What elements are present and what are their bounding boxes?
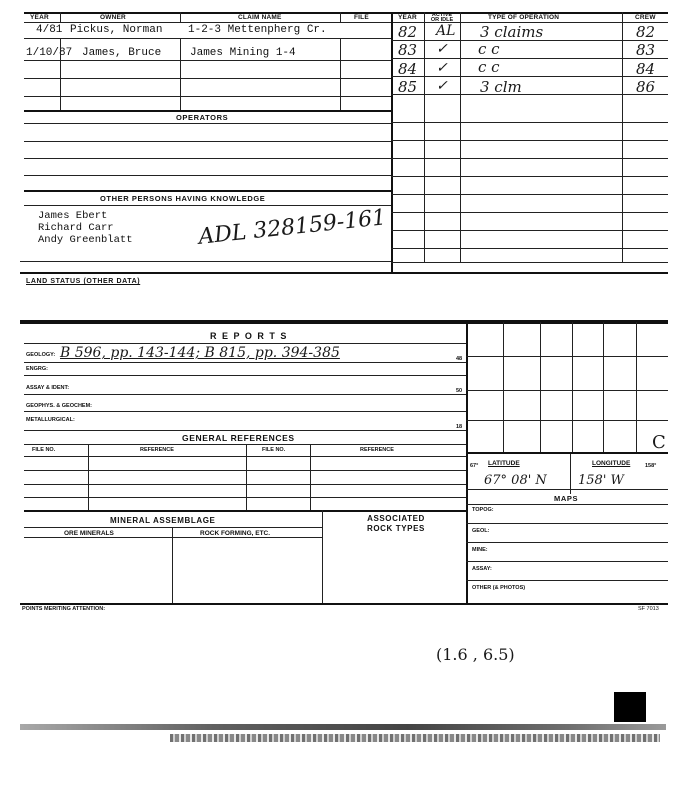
activity-row-3-type: c c — [478, 58, 500, 76]
rock-forming-header: ROCK FORMING, ETC. — [200, 530, 271, 537]
points-meriting-attention: POINTS MERITING ATTENTION: — [22, 606, 106, 612]
mineral-assemblage-title: MINERAL ASSEMBLAGE — [110, 516, 216, 525]
edge-letter: C — [652, 432, 666, 453]
lat-prefix: 67° — [470, 463, 479, 469]
operators-title: OPERATORS — [176, 113, 229, 122]
activity-row-2-status: ✓ — [436, 41, 448, 57]
activity-row-3-status: ✓ — [436, 60, 448, 76]
other-persons-title: OTHER PERSONS HAVING KNOWLEDGE — [100, 194, 266, 203]
person-1: James Ebert — [38, 210, 108, 222]
activity-row-2-type: c c — [478, 40, 500, 58]
reports-title: R E P O R T S — [210, 331, 288, 341]
engrg-label: ENGRG: — [26, 366, 48, 372]
black-marker-block — [614, 692, 646, 722]
person-2: Richard Carr — [38, 222, 114, 234]
gen-ref-reference-1: REFERENCE — [140, 447, 174, 453]
owner-row-1-claim: 1-2-3 Mettenpherg Cr. — [188, 24, 327, 36]
ore-minerals-header: ORE MINERALS — [64, 530, 114, 537]
coordinate-annotation: (1.6 , 6.5) — [436, 645, 515, 664]
metallurgical-label: METALLURGICAL: — [26, 417, 75, 423]
activity-row-1-type: 3 claims — [480, 23, 544, 41]
header-year-2: YEAR — [398, 14, 417, 21]
form-code: SF 7013 — [638, 606, 659, 612]
activity-row-4-year: 85 — [398, 78, 418, 96]
owner-row-2-owner: James, Bruce — [82, 47, 162, 59]
longitude-value: 158' W — [578, 473, 624, 488]
owner-row-1-owner: Pickus, Norman — [70, 24, 163, 36]
land-status-title: LAND STATUS (OTHER DATA) — [26, 278, 141, 285]
header-file: FILE — [354, 14, 369, 21]
owner-row-2-year: 1/10/87 — [26, 47, 73, 59]
activity-row-1-crew: 82 — [636, 23, 656, 41]
lon-prefix: 158° — [645, 463, 657, 469]
header-owner: OWNER — [100, 14, 126, 21]
maps-mine: MINE: — [472, 547, 488, 553]
gen-ref-file-no-1: FILE NO. — [32, 447, 56, 453]
owner-row-2-claim: James Mining 1-4 — [190, 47, 296, 59]
scan-noise-band — [20, 724, 666, 730]
activity-row-1-year: 82 — [398, 23, 418, 41]
handwritten-adl-reference: ADL 328159-161 — [197, 205, 388, 250]
activity-row-1-status: AL — [436, 23, 456, 39]
activity-row-3-year: 84 — [398, 60, 418, 78]
geology-label: GEOLOGY: — [26, 352, 56, 358]
geology-value: B 596, pp. 143-144; B 815, pp. 394-385 — [60, 345, 340, 361]
latitude-value: 67° 08' N — [484, 473, 547, 488]
activity-row-2-year: 83 — [398, 41, 418, 59]
general-references-title: GENERAL REFERENCES — [182, 433, 295, 443]
header-crew: CREW — [635, 14, 656, 21]
activity-row-2-crew: 83 — [636, 41, 656, 59]
maps-assay: ASSAY: — [472, 566, 492, 572]
person-3: Andy Greenblatt — [38, 234, 133, 246]
header-claim-name: CLAIM NAME — [238, 14, 282, 21]
activity-row-4-type: 3 clm — [480, 78, 522, 96]
header-active-idle: ACTIVE OR IDLE — [430, 12, 454, 23]
activity-row-4-crew: 86 — [636, 78, 656, 96]
gen-ref-file-no-2: FILE NO. — [262, 447, 286, 453]
code-18: 18 — [456, 424, 463, 430]
maps-topog: TOPOG: — [472, 507, 494, 513]
header-year: YEAR — [30, 14, 49, 21]
activity-row-3-crew: 84 — [636, 60, 656, 78]
owner-row-1-year: 4/81 — [36, 24, 63, 36]
associated-rock-types-title: ASSOCIATED ROCK TYPES — [366, 514, 425, 533]
header-type-operation: TYPE OF OPERATION — [488, 14, 560, 21]
maps-other-photos: OTHER (& PHOTOS) — [472, 585, 526, 591]
maps-title: MAPS — [554, 494, 579, 503]
geophys-label: GEOPHYS. & GEOCHEM: — [26, 403, 93, 409]
code-50: 50 — [456, 388, 463, 394]
scan-noise-band-2 — [170, 734, 660, 742]
assay-label: ASSAY & IDENT: — [26, 385, 70, 391]
latitude-label: LATITUDE — [488, 460, 520, 467]
gen-ref-reference-2: REFERENCE — [360, 447, 394, 453]
activity-row-4-status: ✓ — [436, 78, 448, 94]
longitude-label: LONGITUDE — [592, 460, 631, 467]
maps-geol: GEOL: — [472, 528, 490, 534]
code-48: 48 — [456, 356, 463, 362]
